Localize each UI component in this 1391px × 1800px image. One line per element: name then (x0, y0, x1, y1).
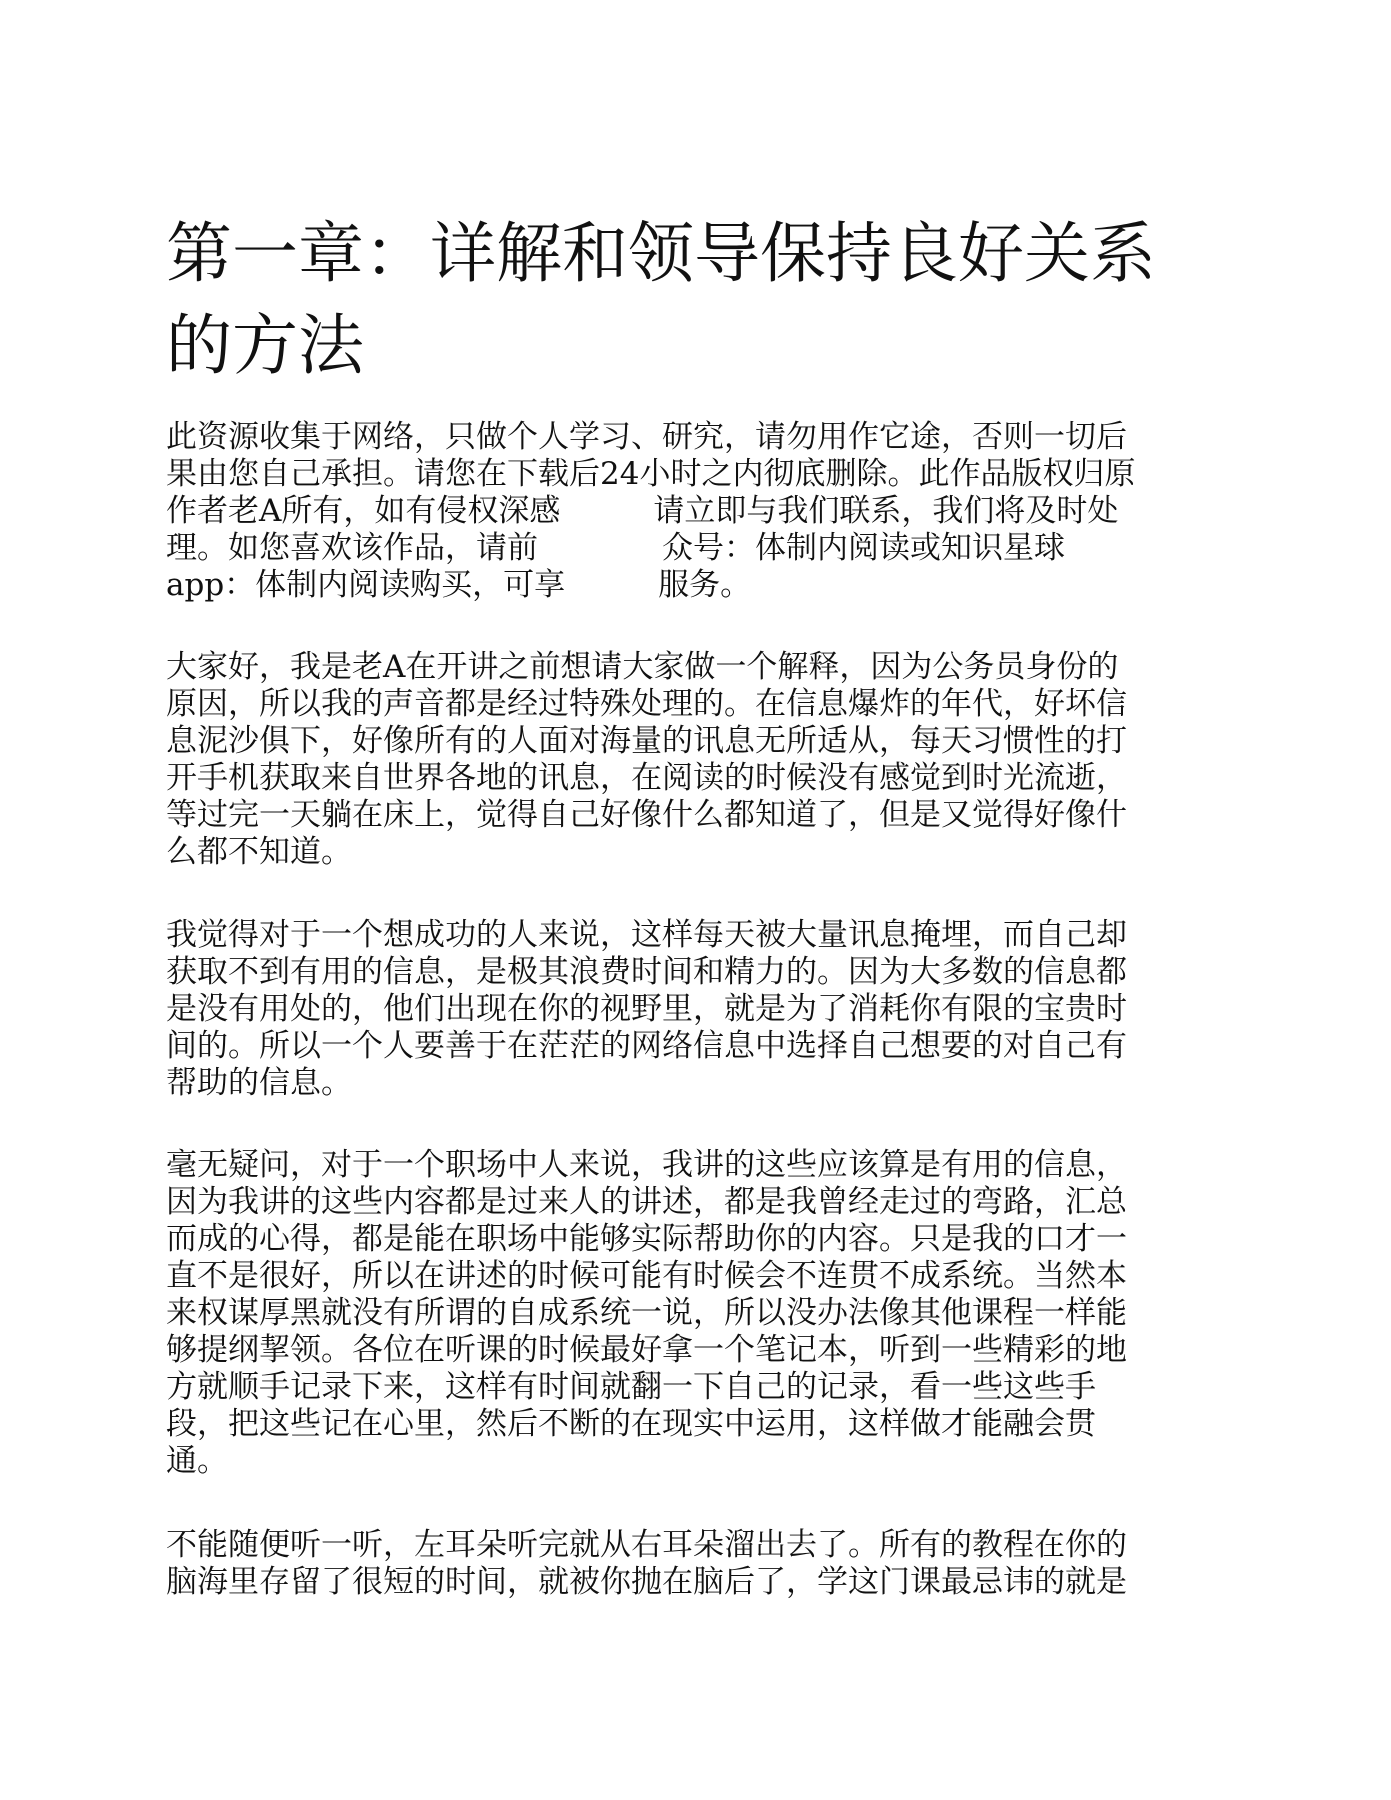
text-line: 此资源收集于网络，只做个人学习、研究，请勿用作它途，否则一切后 (166, 419, 1127, 455)
text-line: 直不是很好，所以在讲述的时候可能有时候会不连贯不成系统。当然本 (166, 1258, 1127, 1294)
text-line: 毫无疑问，对于一个职场中人来说，我讲的这些应该算是有用的信息， (166, 1147, 1127, 1183)
text-line: 理。如您喜欢该作品，请前 众号：体制内阅读或知识星球 (166, 530, 1065, 566)
text-line: 间的。所以一个人要善于在茫茫的网络信息中选择自己想要的对自己有 (166, 1028, 1127, 1064)
body-paragraph (166, 917, 1226, 1102)
chapter-title (166, 208, 1226, 392)
text-line: 而成的心得，都是能在职场中能够实际帮助你的内容。只是我的口才一 (166, 1221, 1127, 1257)
text-line: 帮助的信息。 (166, 1065, 352, 1101)
text-line: 获取不到有用的信息，是极其浪费时间和精力的。因为大多数的信息都 (166, 954, 1127, 990)
text-line: 段，把这些记在心里，然后不断的在现实中运用，这样做才能融会贯 (166, 1406, 1096, 1442)
text-line: 因为我讲的这些内容都是过来人的讲述，都是我曾经走过的弯路，汇总 (166, 1184, 1127, 1220)
body-paragraph (166, 1147, 1226, 1480)
body-paragraph (166, 649, 1226, 871)
disclaimer-paragraph (166, 419, 1226, 604)
text-line: 么都不知道。 (166, 834, 352, 870)
text-line: 脑海里存留了很短的时间，就被你抛在脑后了，学这门课最忌讳的就是 (166, 1564, 1127, 1600)
title-line: 的方法 (166, 307, 364, 384)
text-line: 我觉得对于一个想成功的人来说，这样每天被大量讯息掩埋，而自己却 (166, 917, 1127, 953)
text-line: 通。 (166, 1443, 228, 1479)
text-line: 开手机获取来自世界各地的讯息，在阅读的时候没有感觉到时光流逝， (166, 760, 1127, 796)
text-line: 够提纲挈领。各位在听课的时候最好拿一个笔记本，听到一些精彩的地 (166, 1332, 1127, 1368)
text-line: 果由您自己承担。请您在下载后24小时之内彻底删除。此作品版权归原 (166, 456, 1136, 492)
text-line: 不能随便听一听，左耳朵听完就从右耳朵溜出去了。所有的教程在你的 (166, 1527, 1127, 1563)
text-line: 作者老A所有，如有侵权深感 请立即与我们联系，我们将及时处 (166, 493, 1119, 529)
text-line: 等过完一天躺在床上，觉得自己好像什么都知道了，但是又觉得好像什 (166, 797, 1127, 833)
text-line: 息泥沙俱下，好像所有的人面对海量的讯息无所适从，每天习惯性的打 (166, 723, 1127, 759)
text-line: 来权谋厚黑就没有所谓的自成系统一说，所以没办法像其他课程一样能 (166, 1295, 1127, 1331)
title-line: 第一章：详解和领导保持良好关系 (166, 215, 1156, 292)
text-line: 大家好，我是老A在开讲之前想请大家做一个解释，因为公务员身份的 (166, 649, 1119, 685)
text-line: 原因，所以我的声音都是经过特殊处理的。在信息爆炸的年代，好坏信 (166, 686, 1127, 722)
body-paragraph (166, 1527, 1226, 1601)
text-line: 方就顺手记录下来，这样有时间就翻一下自己的记录，看一些这些手 (166, 1369, 1096, 1405)
text-line: app：体制内阅读购买，可享 服务。 (166, 567, 752, 603)
text-line: 是没有用处的，他们出现在你的视野里，就是为了消耗你有限的宝贵时 (166, 991, 1127, 1027)
